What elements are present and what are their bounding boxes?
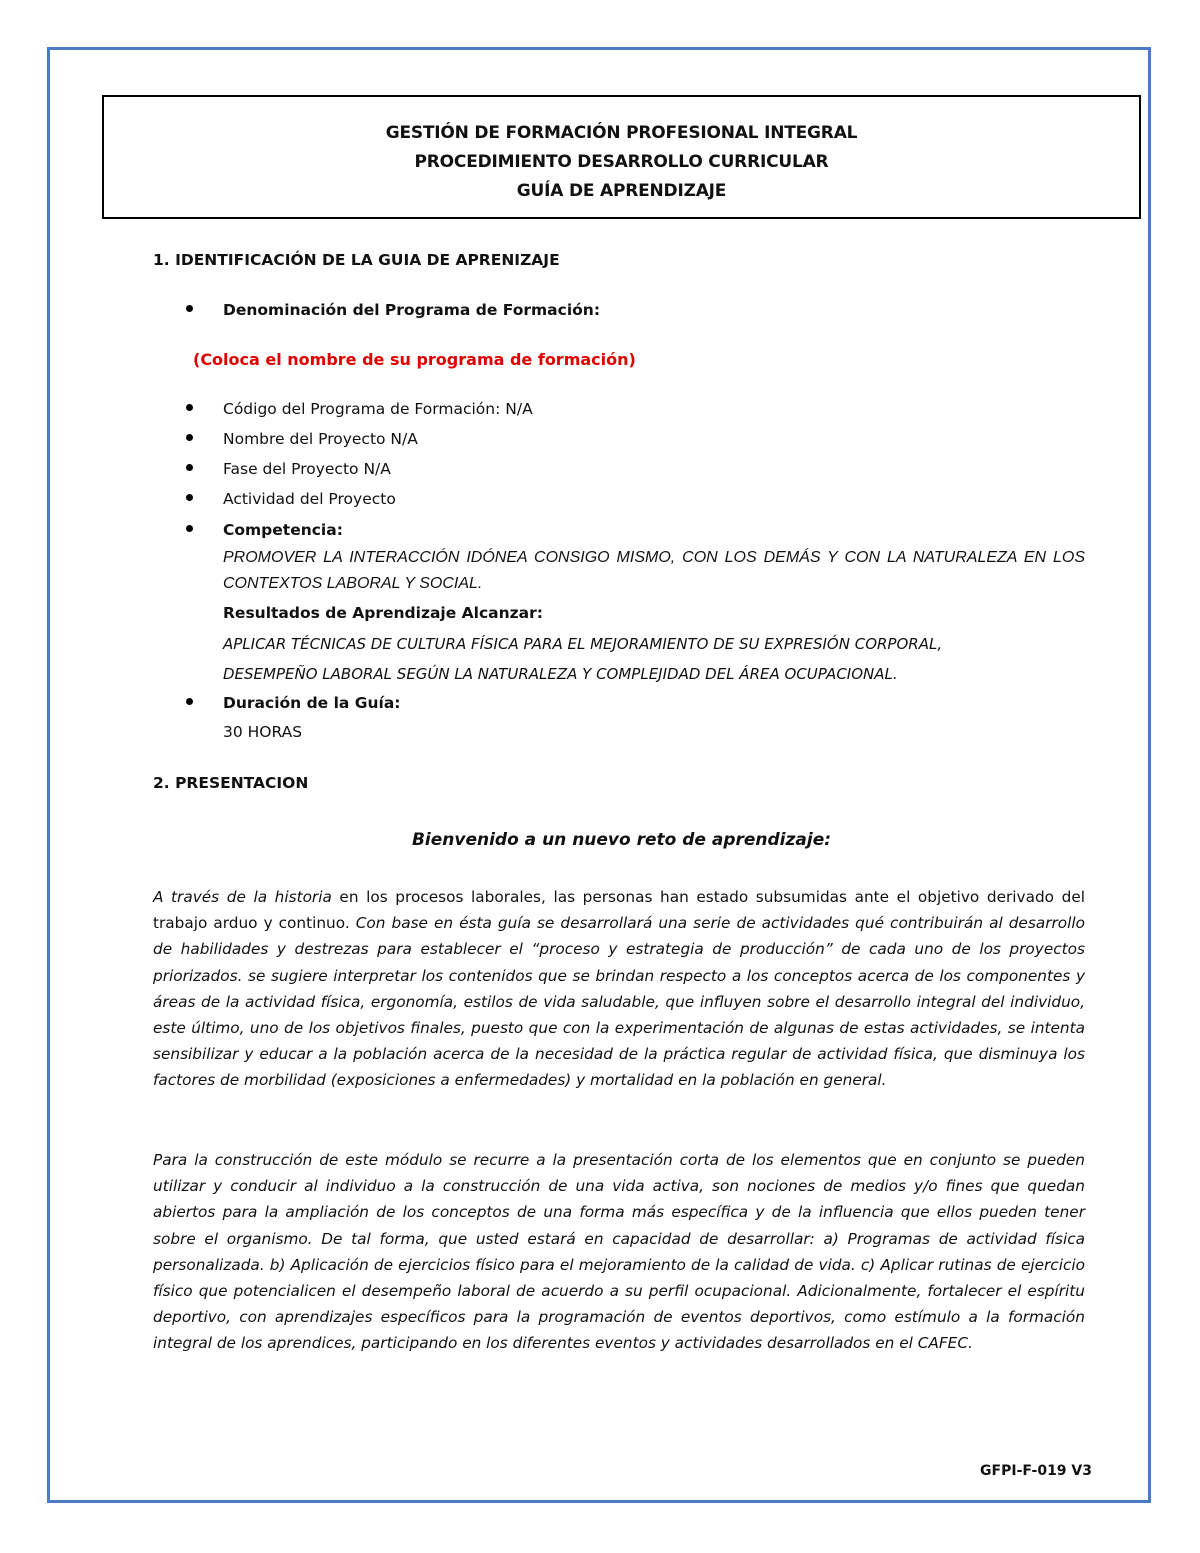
actividad-text: Actividad del Proyecto — [223, 490, 396, 508]
p1-italic-lead: A través de la historia — [153, 888, 332, 906]
section-1-title: 1. IDENTIFICACIÓN DE LA GUIA DE APRENIZAJE — [153, 251, 560, 269]
bullet-icon — [186, 434, 193, 441]
bullet-competencia — [186, 521, 343, 539]
bullet-fase — [186, 460, 391, 478]
form-code: GFPI-F-019 V3 — [980, 1463, 1092, 1479]
codigo-text: Código del Programa de Formación: N/A — [223, 400, 533, 418]
nombre-text: Nombre del Proyecto N/A — [223, 430, 418, 448]
bullet-icon — [186, 305, 193, 312]
header-line-1: GESTIÓN DE FORMACIÓN PROFESIONAL INTEGRAL — [385, 123, 858, 143]
resultados-line-1: APLICAR TÉCNICAS DE CULTURA FÍSICA PARA EL MEJORAMIENTO DE SU EXPRESIÓN CORPORAL, — [223, 635, 943, 653]
presentation-paragraph-2: Para la construcción de este módulo se recurre a la presentación corta de los elementos que en conjunto se pueden utilizar y conducir al individuo a la construcción de una vida activa, son nociones de medios y/o fines que quedan abiertos para la ampliación de los conceptos de una forma más específica y de la influencia que ellos pueden tener sobre el organismo. De tal forma, que usted estará en capacidad de desarrollar: a) Programas de actividad física personalizada. b) Aplicación de ejercicios físico para el mejoramiento de la calidad de vida. c) Aplicar rutinas de ejercicio físico que potencialicen el desempeño laboral de acuerdo a su perfil ocupacional. Adicionalmente, fortalecer el espíritu deportivo, con aprendizajes específicos para la programación de eventos deportivos, como estímulo a la formación integral de los aprendices, participando en los diferentes eventos y actividades desarrollados en el CAFEC. — [153, 1151, 1085, 1353]
bullet-actividad — [186, 490, 396, 508]
programa-placeholder: (Coloca el nombre de su programa de formación) — [193, 350, 636, 369]
duracion-label: Duración de la Guía: — [223, 694, 401, 712]
competencia-text: PROMOVER LA INTERACCIÓN IDÓNEA CONSIGO MISMO, CON LOS DEMÁS Y CON LA NATURALEZA EN LOS CONTEXTOS LABORAL Y SOCIAL. — [223, 549, 1085, 592]
header-line-2: PROCEDIMIENTO DESARROLLO CURRICULAR — [414, 152, 829, 172]
programa-label: Denominación del Programa de Formación: — [223, 301, 601, 319]
bullet-icon — [186, 698, 193, 705]
bullet-icon — [186, 494, 193, 501]
bullet-icon — [186, 525, 193, 532]
resultados-label: Resultados de Aprendizaje Alcanzar: — [223, 604, 543, 622]
competencia-label: Competencia: — [223, 521, 343, 539]
p1-regular: en los procesos laborales, las personas han estado subsumidas ante el objetivo derivado del trabajo arduo y continuo. — [153, 888, 1085, 933]
bullet-icon — [186, 404, 193, 411]
bullet-nombre — [186, 430, 418, 448]
fase-text: Fase del Proyecto N/A — [223, 460, 391, 478]
header-line-3: GUÍA DE APRENDIZAJE — [516, 181, 727, 201]
duracion-value: 30 HORAS — [223, 723, 303, 741]
bullet-icon — [186, 464, 193, 471]
section-2-title: 2. PRESENTACION — [153, 774, 309, 792]
p1-italic-body: Con base en ésta guía se desarrollará una serie de actividades qué contribuirán al desarrollo de habilidades y destrezas para establecer el “proceso y estrategia de producción” de cada uno de los proyectos priorizados. se sugiere interpretar los contenidos que se brindan respecto a los conceptos acerca de los componentes y áreas de la actividad física, ergonomía, estilos de vida saludable, que influyen sobre el desarrollo integral del individuo, este último, uno de los objetivos finales, puesto que con la experimentación de algunas de estas actividades, se intenta sensibilizar y educar a la población acerca de la necesidad de la práctica regular de actividad física, que disminuya los factores de morbilidad (exposiciones a enfermedades) y mortalidad en la población en general. — [153, 914, 1085, 1090]
bullet-duracion — [186, 694, 401, 712]
welcome-heading: Bienvenido a un nuevo reto de aprendizaje: — [411, 830, 832, 850]
bullet-codigo — [186, 400, 533, 418]
resultados-line-2: DESEMPEÑO LABORAL SEGÚN LA NATURALEZA Y COMPLEJIDAD DEL ÁREA OCUPACIONAL. — [223, 665, 898, 683]
document-header — [102, 95, 1141, 219]
bullet-programa — [186, 301, 600, 319]
presentation-paragraph-1 — [153, 884, 1085, 1094]
